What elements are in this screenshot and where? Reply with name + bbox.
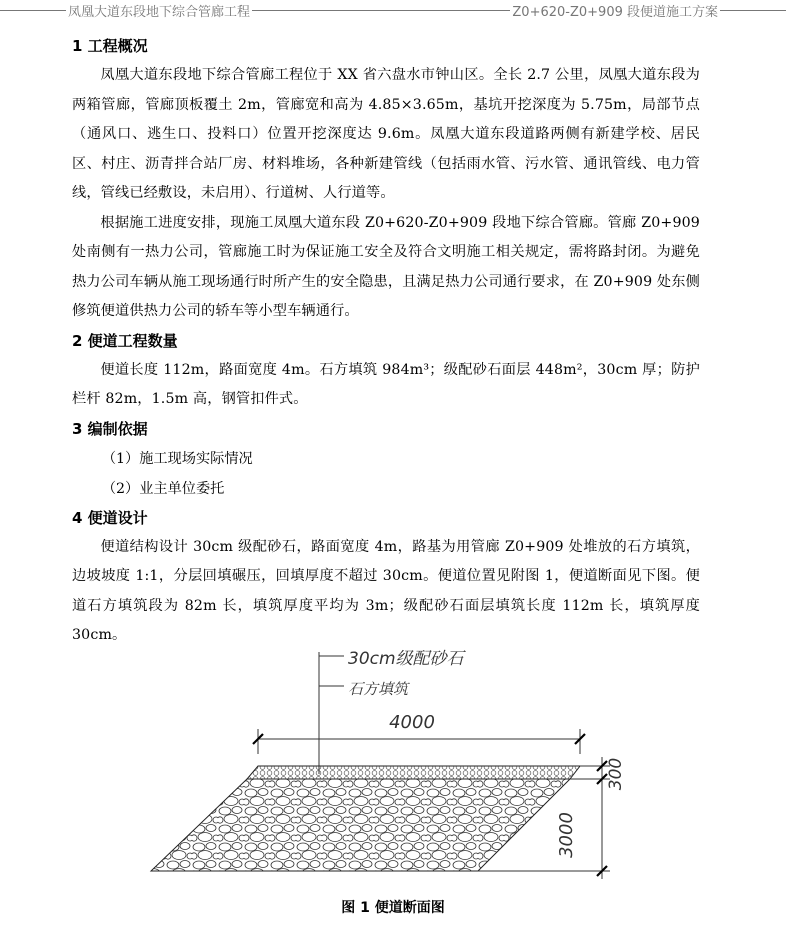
document-body: [72, 32, 700, 651]
section-2-title: 2 便道工程数量: [72, 331, 178, 350]
label-stone-fill: 石方填筑: [348, 680, 409, 698]
figure-caption: 图 1 便道断面图: [341, 900, 445, 916]
section-1-paragraph-2: 根据施工进度安排，现施工凤凰大道东段 Z0+620-Z0+909 段地下综合管廊。管廊 Z0+909 处南侧有一热力公司，管廊施工时为保证施工安全及符合文明施工相关规定，需将路封闭。为避免热力公司车辆从施工现场通行时所产生的安全隐患，且满足热力公司通行要求，在 Z0+909 处东侧修筑便道供热力公司的轿车等小型车辆通行。: [72, 214, 700, 319]
width-dimension-label: 4000: [389, 712, 435, 733]
gravel-surface-layer: [247, 766, 580, 779]
section-3-title: 3 编制依据: [72, 419, 148, 438]
section-2-paragraph-1: 便道长度 112m，路面宽度 4m。石方填筑 984m³；级配砂石面层 448m²，30cm 厚；防护栏杆 82m，1.5m 高，钢管扣件式。: [72, 361, 700, 407]
section-4-title: 4 便道设计: [72, 508, 148, 527]
header-left-text: 凤凰大道东段地下综合管廊工程: [66, 1, 252, 20]
section-3-item-1: （1）施工现场实际情况: [101, 450, 253, 467]
header-right-text: Z0+620-Z0+909 段便道施工方案: [510, 1, 720, 20]
stone-fill-layer: [151, 779, 570, 871]
surface-thickness-label: 300: [606, 757, 626, 791]
section-3-item-2: （2）业主单位委托: [101, 480, 225, 497]
section-1-paragraph-1: 凤凰大道东段地下综合管廊工程位于 XX 省六盘水市钟山区。全长 2.7 公里，凤凰大道东段为两箱管廊，管廊顶板覆土 2m，管廊宽和高为 4.85×3.65m，基坑开挖深度为 5.75m，局部节点（通风口、逃生口、投料口）位置开挖深度达 9.6m。凤凰大道东段道路两侧有新建学校、居民区、村庄、沥青拌合站厂房、材料堆场，各种新建管线（包括雨水管、污水管、通讯管线、电力管线，管线已经敷设，未启用）、行道树、人行道等。: [72, 67, 700, 201]
section-4-paragraph-1: 便道结构设计 30cm 级配砂石，路面宽度 4m，路基为用管廊 Z0+909 处堆放的石方填筑，边坡坡度 1:1，分层回填碾压，回填厚度不超过 30cm。便道位置见附图 1，便道断面见下图。便道石方填筑段为 82m 长，填筑厚度平均为 3m；级配砂石面层填筑长度 112m 长，填筑厚度 30cm。: [72, 538, 700, 643]
label-gravel-layer: 30cm级配砂石: [348, 649, 464, 669]
fill-thickness-label: 3000: [556, 812, 577, 858]
page-header: [0, 0, 786, 22]
section-1-title: 1 工程概况: [72, 37, 148, 55]
road-cross-section-figure: [140, 644, 660, 894]
